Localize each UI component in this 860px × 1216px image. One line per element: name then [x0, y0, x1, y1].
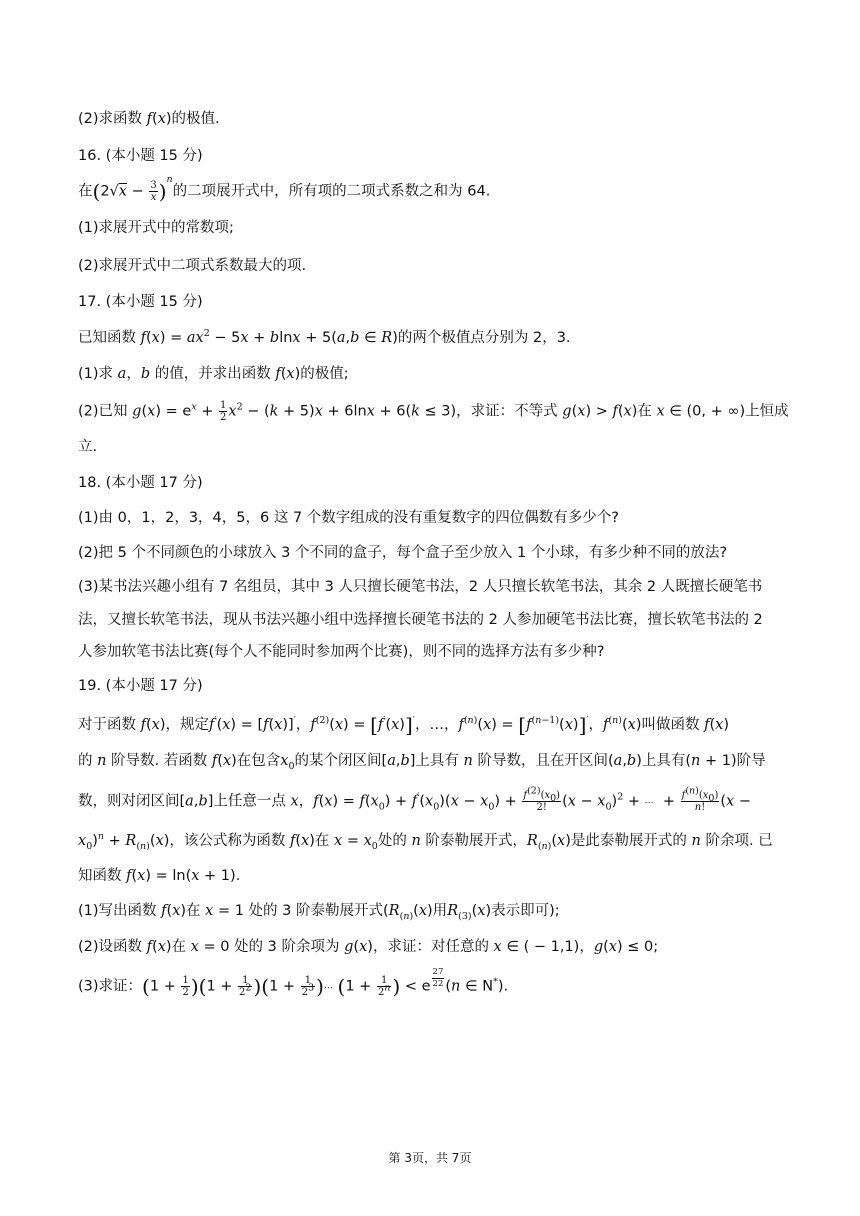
q16-intro: 在(2√x − $\frac{3}{x}$ )$^n$的二项展开式中，所有项的二项式系数之和为 64. [78, 173, 491, 204]
q19-part3: (3)求证：(1 + $\frac{1}{2}$ )(1 + $\frac{1}{2^2}$ )(1 + $\frac{1}{2^3}$ )⋯ (1 + $\frac{1}{2^n}$ ) < e $\frac{27}{22}$ (n ∈ N*). [78, 967, 509, 999]
q18-header: 18. (本小题 17 分) [78, 475, 203, 491]
q15-part2: (2)求函数 f(x)的极值. [78, 111, 220, 127]
q19-text-line5: 知函数 f(x) = ln(x + 1). [78, 868, 241, 884]
q17-intro: 已知函数 $f(x) = ax^2 - 5x + blnx + 5(a,b$ ∈ R)的两个极值点分别为 2，3. [78, 328, 571, 346]
q19-part1: (1)写出函数 f(x)在 x = 1 处的 3 阶泰勒展开式($R_{(n)}(x)$用$R_{(3)}(x)$表示即可); [78, 903, 560, 922]
q19-text-line4: $x_0)^n + R_{(n)}(x)$，该公式称为函数 f(x)在 $x = x_0$处的 n 阶泰勒展开式，$R_{(n)}(x)$是此泰勒展开式的 n 阶余项. 已 [78, 831, 773, 852]
q19-text-line2: 的 n 阶导数. 若函数 f(x)在包含$x_0$的某个闭区间[a,b]上具有 n 阶导数，且在开区间(a,b)上具有(n + 1)阶导 [78, 753, 766, 772]
q18-part3-line1: (3)某书法兴趣小组有 7 名组员，其中 3 人只擅长硬笔书法，2 人只擅长软笔书法，其余 2 人既擅长硬笔书 [78, 579, 763, 595]
q16-header: 16. (本小题 15 分) [78, 148, 203, 164]
q17-part2-line1: (2)已知 $g(x) = e^x$ + $\frac{1}{2}$ $x^2 - (k + 5)x + 6\ln x + 6(k \le 3)$，求证：不等式 g(x) > f(x)在 x ∈ (0, + ∞)上恒成 [78, 400, 789, 423]
q19-header: 19. (本小题 17 分) [78, 678, 203, 694]
q19-part2: (2)设函数 f(x)在 x = 0 处的 3 阶余项为 g(x)，求证：对任意的 x ∈ ( − 1,1)，g(x) ≤ 0; [78, 939, 659, 955]
page-footer: 第 3页，共 7页 [388, 1151, 472, 1165]
q16-part1: (1)求展开式中的常数项; [78, 220, 234, 236]
q17-part1: (1)求 a，b 的值，并求出函数 f(x)的极值; [78, 366, 349, 382]
q16-part2: (2)求展开式中二项式系数最大的项. [78, 258, 307, 274]
q17-part2-line2: 立. [78, 439, 98, 455]
q17-header: 17. (本小题 15 分) [78, 294, 203, 310]
q16-intro-text: 的二项展开式中，所有项的二项式系数之和为 64. [172, 183, 491, 200]
q18-part3-line3: 人参加软笔书法比赛(每个人不能同时参加两个比赛)，则不同的选择方法有多少种? [78, 644, 605, 660]
q18-part1: (1)由 0，1，2，3，4，5，6 这 7 个数字组成的没有重复数字的四位偶数有多少个? [78, 510, 619, 526]
q18-part3-line2: 法，又擅长软笔书法，现从书法兴趣小组中选择擅长硬笔书法的 2 人参加硬笔书法比赛，擅长软笔书法的 2 [78, 612, 763, 628]
q19-text-line3: 数，则对闭区间[a,b]上任意一点 x，$f(x) = f(x_0) + f'(x_0)(x - x_0)$ + $\frac{f^{(2)}(x_0)}{2!}$ $(x - x_0)^2$ + ⋯ + $\frac{f^{(n)}(x_0)}{n!}$ (x − [78, 785, 751, 813]
q19-text-line1: 对于函数 f(x)，规定f′(x) = [f(x)]′，$f^{(2)}(x) = [f'(x)]'$，…，$f^{(n)}(x) = [f^{(n-1)}(x)]'$，$f^{(n)}(x)$叫做函数 f(x) [78, 713, 730, 737]
q18-part2: (2)把 5 个不同颜色的小球放入 3 个不同的盒子，每个盒子至少放入 1 个小球，有多少种不同的放法? [78, 545, 728, 561]
